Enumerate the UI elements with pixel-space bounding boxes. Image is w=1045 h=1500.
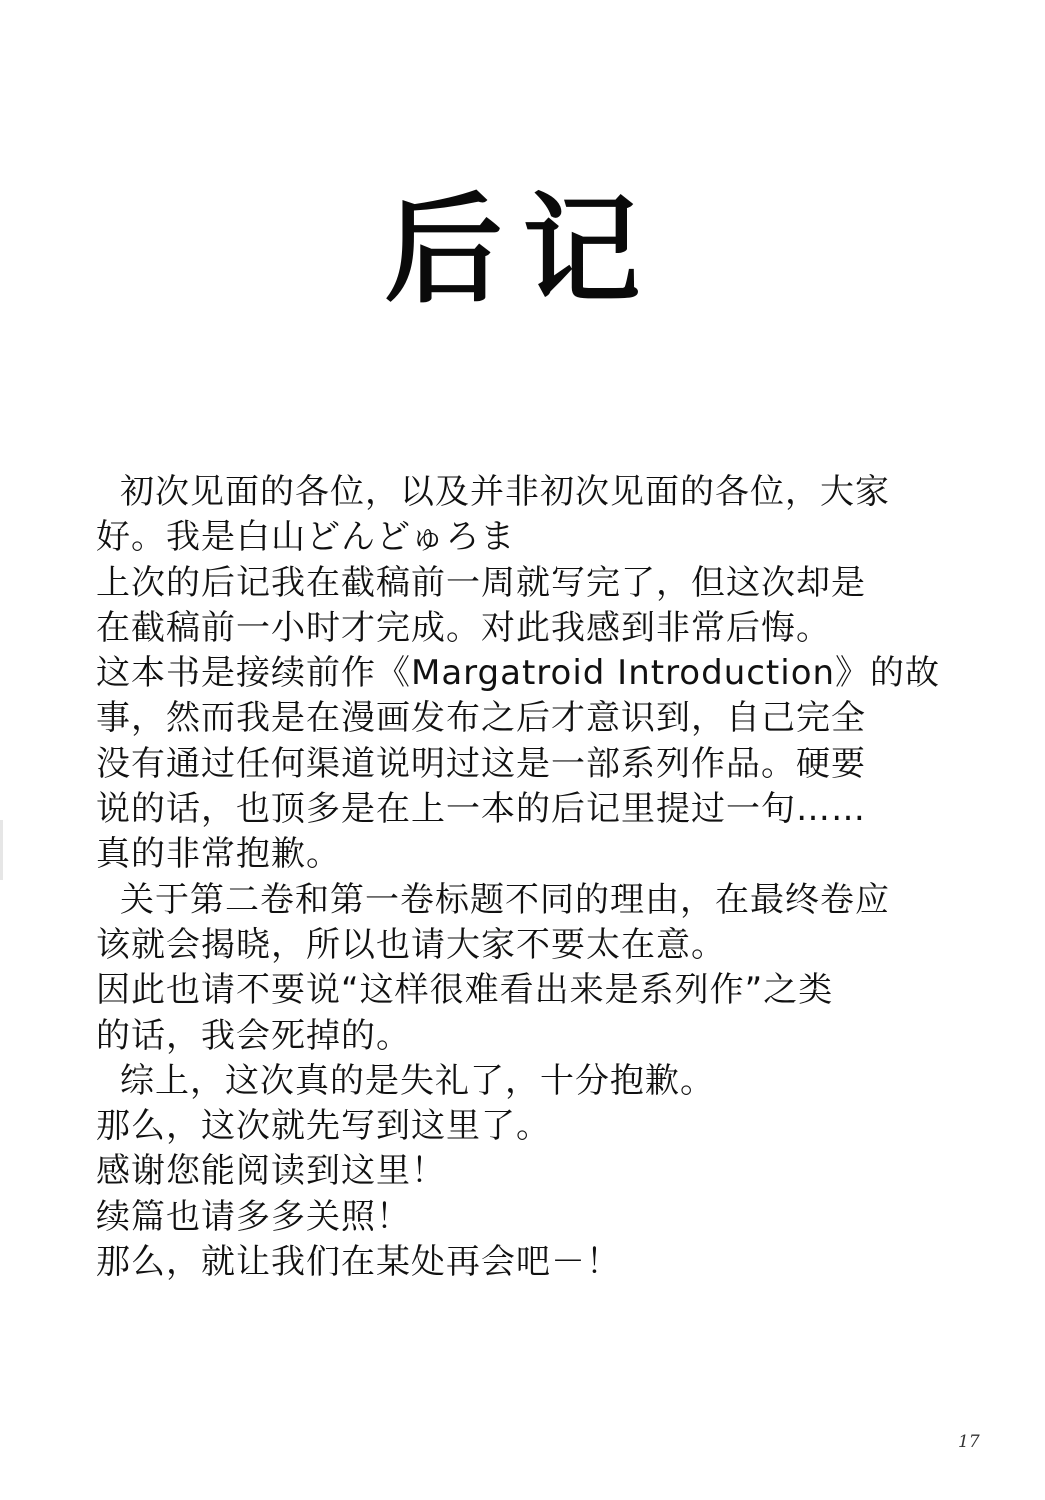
text-line: 的话，我会死掉的。	[96, 1015, 411, 1056]
text-line: 说的话，也顶多是在上一本的后记里提过一句……	[96, 789, 866, 830]
text-line: 该就会揭晓，所以也请大家不要太在意。	[96, 924, 726, 965]
text-line: 感谢您能阅读到这里！	[96, 1151, 446, 1192]
text-line: 事，然而我是在漫画发布之后才意识到，自己完全	[96, 698, 866, 739]
text-line: 因此也请不要说“这样很难看出来是系列作”之类	[96, 970, 834, 1011]
page-number: 17	[958, 1432, 980, 1452]
text-line: 关于第二卷和第一卷标题不同的理由，在最终卷应	[120, 879, 890, 920]
text-line: 那么，这次就先写到这里了。	[96, 1106, 551, 1147]
text-line: 续篇也请多多关照！	[96, 1196, 411, 1237]
afterword-body	[96, 470, 976, 1285]
text-line: 真的非常抱歉。	[96, 834, 341, 875]
scan-edge-mark	[0, 820, 3, 880]
text-line: 初次见面的各位，以及并非初次见面的各位，大家	[120, 472, 890, 512]
page-title: 后记	[384, 181, 661, 319]
text-line: 在截稿前一小时才完成。对此我感到非常后悔。	[96, 607, 831, 648]
text-line: 这本书是接续前作《Margatroid Introduction》的故	[96, 653, 941, 694]
text-line: 综上，这次真的是失礼了，十分抱歉。	[120, 1060, 715, 1101]
text-line: 好。我是白山どんどゅろま	[96, 517, 516, 558]
text-line: 没有通过任何渠道说明过这是一部系列作品。硬要	[96, 743, 866, 784]
text-line: 上次的后记我在截稿前一周就写完了，但这次却是	[96, 562, 866, 603]
text-line: 那么，就让我们在某处再会吧－！	[96, 1242, 621, 1283]
